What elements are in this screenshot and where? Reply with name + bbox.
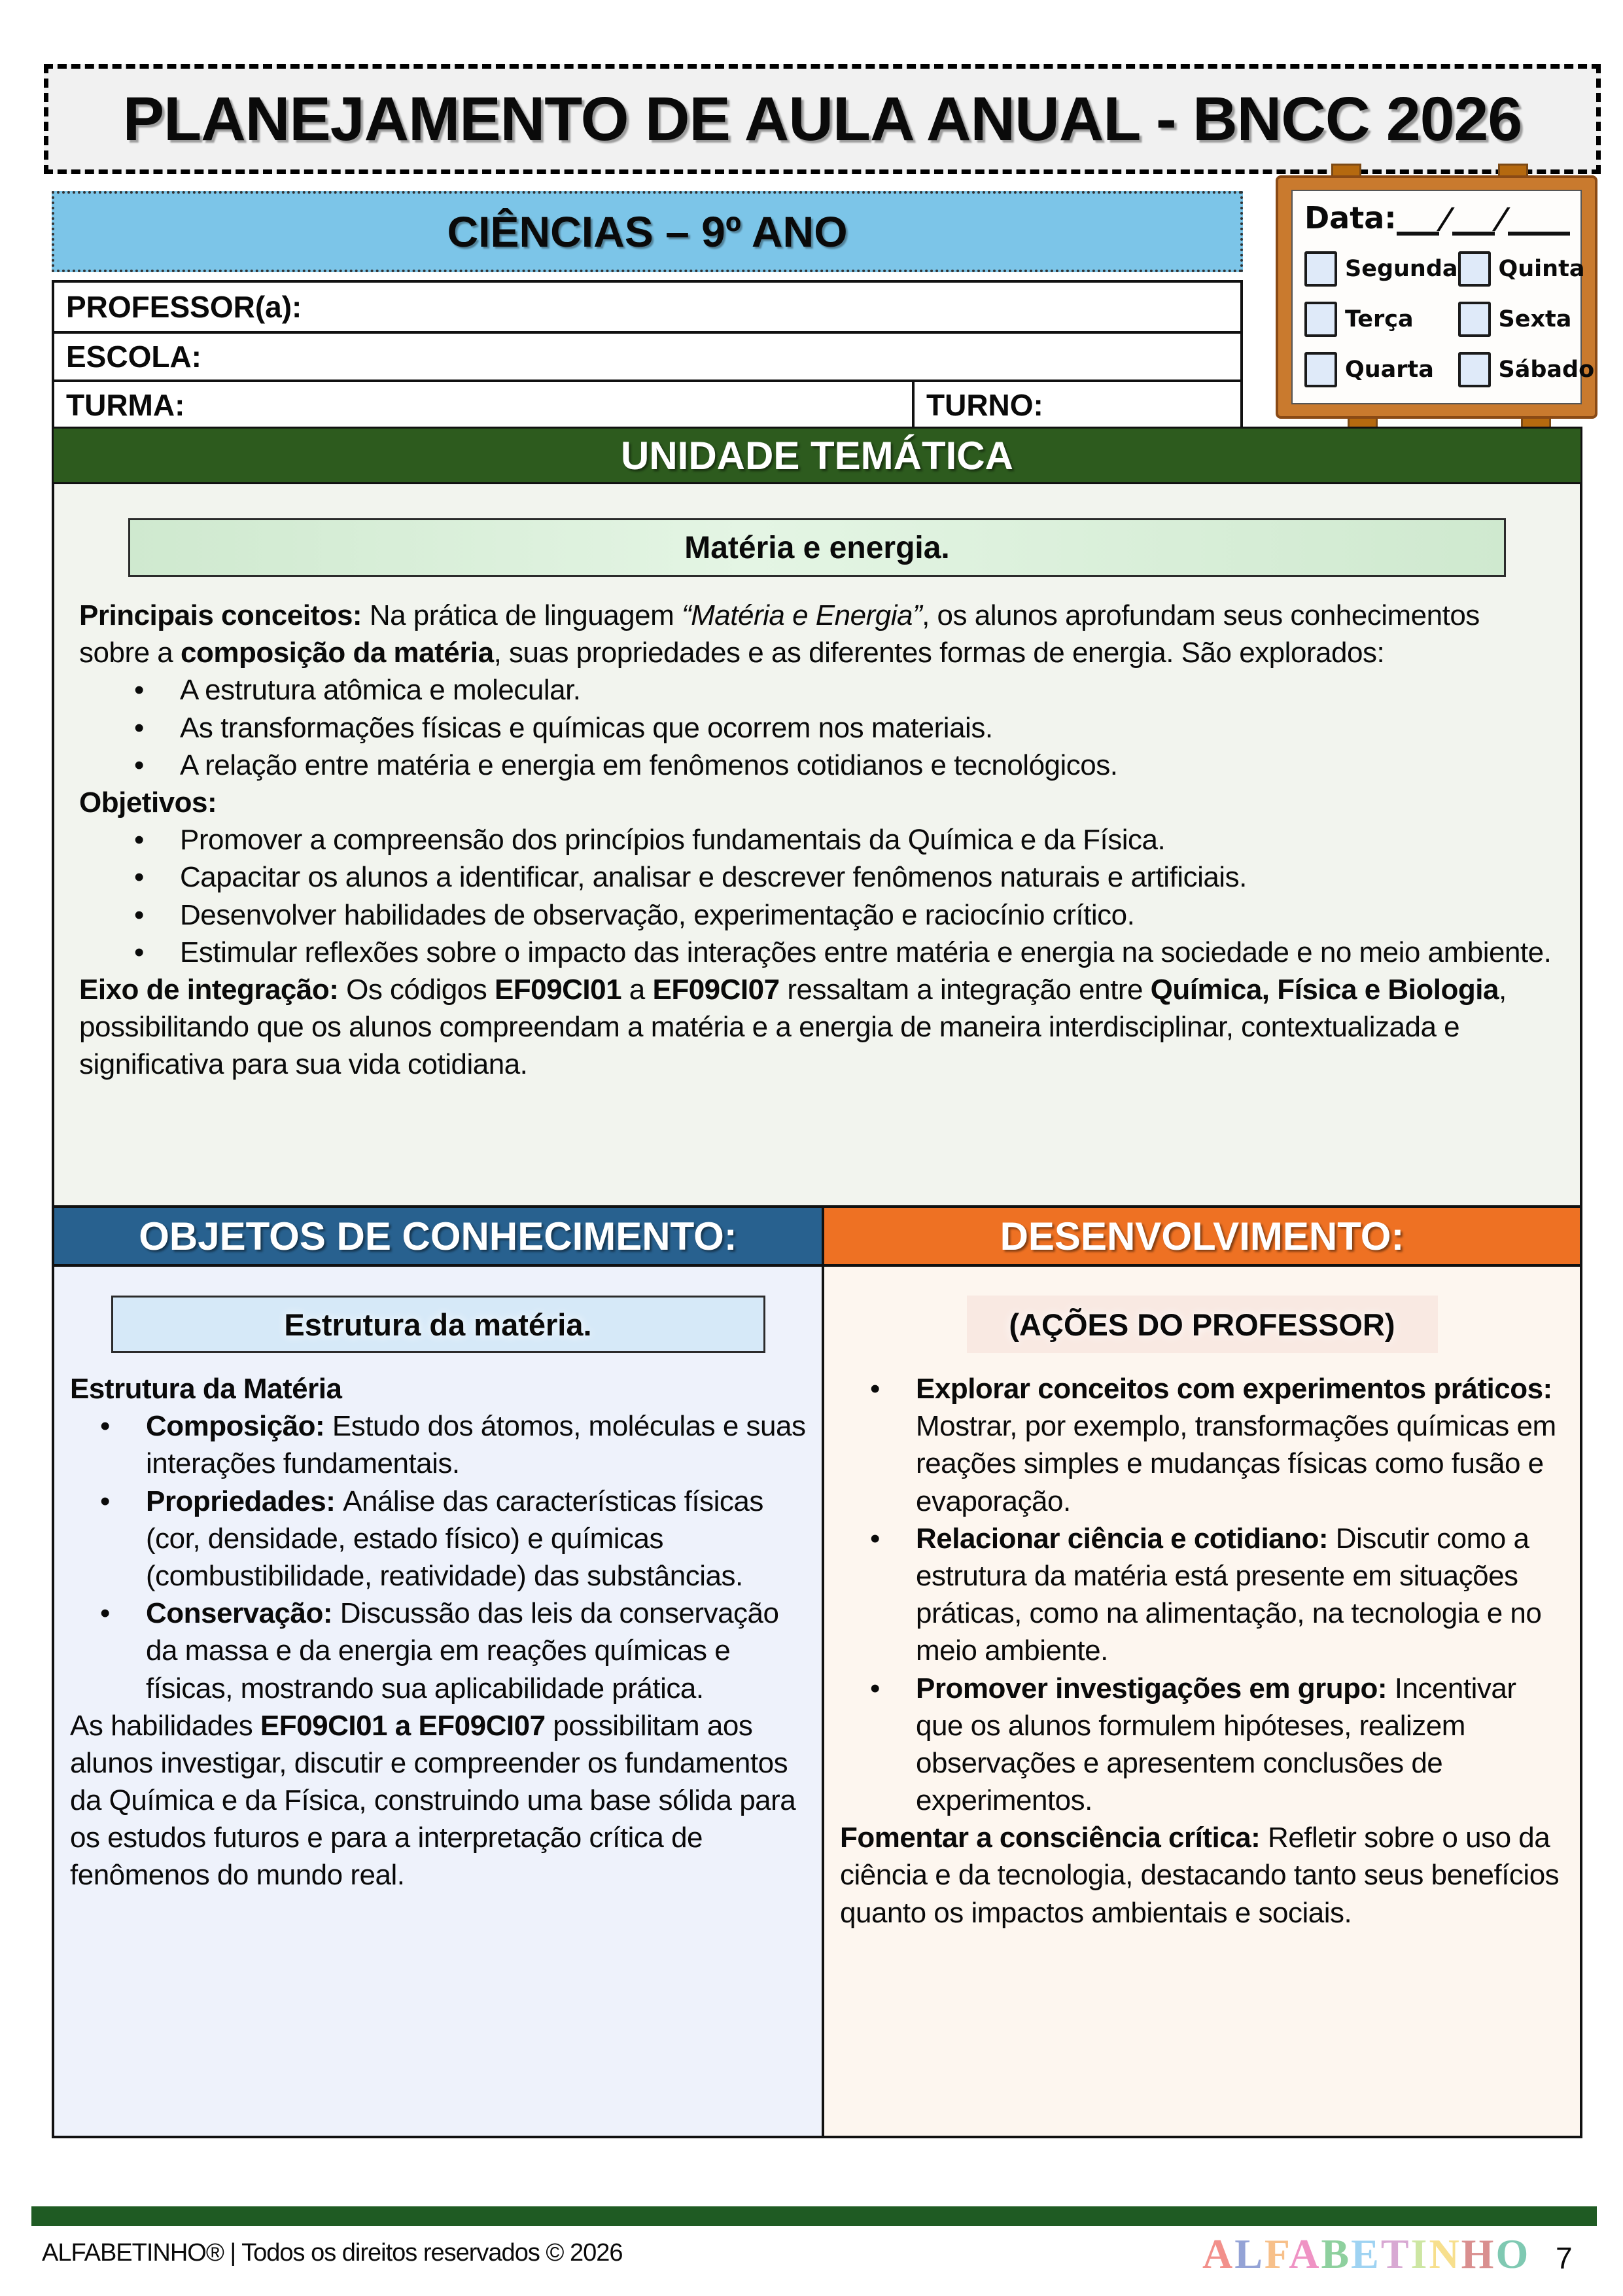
turno-label: TURNO: [926,388,1043,422]
list-item-text: A estrutura atômica e molecular. [180,674,581,707]
paragraph-fomentar: Fomentar a consciência crítica: Refletir sobre o uso da ciência e da tecnologia, destacando tanto seus benefícios quanto os impactos ambientais e sociais. [840,1822,1560,1929]
list-item-text: Composição: Estudo dos átomos, moléculas e suas interações fundamentais. [146,1410,806,1480]
weekday-grid [1304,249,1595,390]
list-item-text: Promover investigações em grupo: Incentivar que os alunos formulem hipóteses, realizem observações e apresentem conclusões de experimentos. [916,1672,1516,1817]
objetos-conhecimento-title: OBJETOS DE CONHECIMENTO: [139,1214,737,1258]
logo-letter: O [1495,2231,1531,2277]
date-board [1276,164,1597,465]
list-item [840,1370,1565,1520]
checkbox-sabado[interactable] [1458,352,1491,387]
checkbox-segunda[interactable] [1304,251,1337,287]
list-item [79,821,1552,858]
logo-letter: H [1461,2231,1496,2277]
bullet-icon: • [134,674,144,707]
weekday-label: Quarta [1345,356,1434,383]
board-frame [1276,175,1597,419]
list-item-text: Explorar conceitos com experimentos práticos: Mostrar, por exemplo, transformações químicas em reações simples e mudanças físicas como fusão e evaporação. [916,1373,1556,1517]
list-item [79,671,1552,709]
bullet-icon: • [100,1410,110,1443]
date-day-field[interactable] [1397,209,1439,236]
paragraph-principais-conceitos: Principais conceitos: Na prática de linguagem “Matéria e Energia”, os alunos aprofundam seus conhecimentos sobre a composição da matéria, suas propriedades e as diferentes formas de energia. São explorados: [79,599,1480,669]
subject-banner [52,191,1243,272]
explorados-list [79,671,1552,784]
weekday-item-terca [1304,299,1458,340]
objetos-text [54,1353,822,1894]
desenvolvimento-header [824,1205,1582,1267]
logo-letter: E [1351,2231,1381,2277]
paragraph-habilidades: As habilidades EF09CI01 a EF09CI07 possibilitam aos alunos investigar, discutir e compreender os fundamentos da Química e da Física, construindo uma base sólida para os estudos futuros e para a interpretação crítica de fenômenos do mundo real. [70,1709,796,1892]
topic-box [128,518,1506,577]
estrutura-materia-box [111,1296,765,1353]
list-item [70,1407,807,1482]
checkbox-quarta[interactable] [1304,352,1337,387]
weekday-label: Terça [1345,306,1414,332]
turma-field[interactable] [184,382,912,428]
escola-field[interactable] [201,334,1240,380]
logo-letter: T [1380,2231,1411,2277]
unidade-text [54,577,1580,1083]
date-slash: / [1490,202,1512,236]
list-item [840,1520,1565,1670]
objetivos-list [79,821,1552,971]
logo-letter: N [1429,2231,1461,2277]
objetos-conhecimento-header [52,1205,824,1267]
weekday-label: Sexta [1498,306,1572,332]
document-title-box [44,64,1601,174]
bullet-icon: • [134,824,144,857]
subject-title: CIÊNCIAS – 9º ANO [447,207,848,256]
unidade-tematica-body [52,484,1582,1205]
list-item-text: Capacitar os alunos a identificar, analisar e descrever fenômenos naturais e artificiais. [180,861,1247,894]
checkbox-terca[interactable] [1304,302,1337,337]
logo-letter: A [1202,2231,1235,2277]
professor-field[interactable] [302,283,1240,331]
list-item-text: Desenvolver habilidades de observação, experimentação e raciocínio crítico. [180,898,1135,931]
estrutura-materia-box-title: Estrutura da matéria. [284,1307,592,1342]
desenvolvimento-text [824,1353,1580,1932]
date-month-field[interactable] [1452,209,1495,236]
weekday-item-sexta [1458,299,1595,340]
date-slash: / [1435,202,1457,236]
objetivos-heading: Objetivos: [79,786,217,819]
turno-field[interactable] [1043,382,1240,428]
turno-cell [912,382,1240,428]
bullet-icon: • [870,1522,880,1555]
turma-label: TURMA: [66,388,185,422]
bullet-icon: • [134,898,144,931]
footer-divider [31,2206,1597,2226]
copyright-text: ALFABETINHO® | Todos os direitos reservados © 2026 [42,2239,623,2267]
logo-letter: F [1264,2231,1289,2277]
escola-label: ESCOLA: [66,340,201,374]
weekday-item-sabado [1458,349,1595,390]
weekday-label: Segunda [1345,256,1458,283]
list-item-text: A relação entre matéria e energia em fenômenos cotidianos e tecnológicos. [180,749,1118,781]
bullet-icon: • [100,1485,110,1517]
list-item [70,1483,807,1595]
acoes-professor-box [967,1296,1438,1353]
list-item-text: Propriedades: Análise das características físicas (cor, densidade, estado físico) e químicas (combustibilidade, reatividade) das substâncias. [146,1485,763,1592]
list-item [79,709,1552,747]
checkbox-sexta[interactable] [1458,302,1491,337]
unidade-tematica-bar [52,427,1582,484]
alfabetinho-logo [1202,2230,1530,2278]
paragraph-eixo-integracao: Eixo de integração: Os códigos EF09CI01 a EF09CI07 ressaltam a integração entre Química, Física e Biologia, possibilitando que os alunos compreendam a matéria e a energia de maneira interdisciplinar, contextualizada e significativa para sua vida cotidiana. [79,973,1507,1081]
info-form [52,280,1243,431]
bullet-icon: • [870,1672,880,1704]
list-item [70,1595,807,1707]
date-year-field[interactable] [1508,209,1570,236]
objetos-conhecimento-body [52,1267,824,2138]
date-label: Data: [1304,200,1397,236]
acoes-professor-title: (AÇÕES DO PROFESSOR) [1009,1307,1395,1342]
weekday-item-quarta [1304,349,1458,390]
unidade-tematica-title: UNIDADE TEMÁTICA [621,433,1013,478]
date-row [1304,200,1570,236]
topic-title: Matéria e energia. [684,530,950,565]
list-item [840,1670,1565,1820]
checkbox-quinta[interactable] [1458,251,1491,287]
list-item [79,858,1552,896]
desenvolvimento-body [824,1267,1582,2138]
bullet-icon: • [100,1597,110,1630]
turma-turno-row [54,380,1240,428]
weekday-item-quinta [1458,249,1595,290]
logo-letter: B [1321,2231,1352,2277]
list-item-text: Promover a compreensão dos princípios fundamentais da Química e da Física. [180,824,1166,857]
weekday-label: Sábado [1498,356,1595,383]
logo-letter: I [1410,2231,1429,2277]
bullet-icon: • [134,861,144,894]
turma-cell [54,382,912,428]
weekday-item-segunda [1304,249,1458,290]
list-item-text: Conservação: Discussão das leis da conservação da massa e da energia em reações químicas e físicas, mostrando sua aplicabilidade prática. [146,1597,779,1704]
estrutura-materia-heading: Estrutura da Matéria [70,1373,342,1405]
professor-row [54,283,1240,331]
list-item-text: Estimular reflexões sobre o impacto das interações entre matéria e energia na sociedade e no meio ambiente. [180,936,1552,968]
logo-letter: A [1289,2231,1321,2277]
logo-letter: L [1234,2231,1265,2277]
bullet-icon: • [134,711,144,744]
list-item-text: Relacionar ciência e cotidiano: Discutir como a estrutura da matéria está presente em situações práticas, como na alimentação, na tecnologia e no meio ambiente. [916,1522,1542,1667]
escola-row [54,331,1240,380]
list-item [79,747,1552,784]
list-item [79,934,1552,971]
board-panel [1291,190,1595,404]
list-item [79,896,1552,934]
list-item-text: As transformações físicas e químicas que ocorrem nos materiais. [180,711,993,744]
document-title: PLANEJAMENTO DE AULA ANUAL - BNCC 2026 [122,84,1522,154]
desenvolvimento-title: DESENVOLVIMENTO: [1000,1214,1405,1258]
page-number: 7 [1556,2241,1573,2275]
professor-label: PROFESSOR(a): [66,290,302,324]
bullet-icon: • [870,1373,880,1405]
bullet-icon: • [134,936,144,968]
weekday-label: Quinta [1498,256,1585,283]
bullet-icon: • [134,749,144,781]
